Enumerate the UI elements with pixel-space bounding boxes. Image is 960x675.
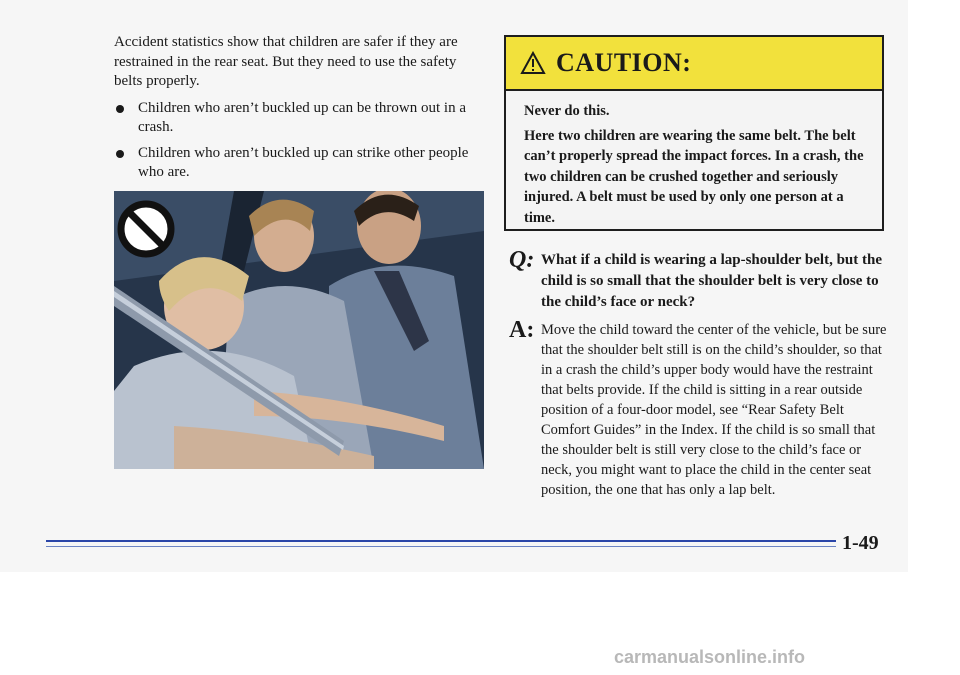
answer-label: A: — [509, 317, 535, 343]
answer-block — [509, 317, 889, 500]
page-number: 1-49 — [842, 532, 879, 554]
question-label: Q: — [509, 247, 535, 273]
answer-text: Move the child toward the center of the vehicle, but be sure that the shoulder belt still is on the child’s shoulder, so that in a crash the child’s upper body would have the restraint that belts provide. If the child is sitting in a rear outside position of a four-door model, see “Rear Safety Belt Comfort Guides” in the Index. If the child is so small that the shoulder belt is still very close to the child’s face or neck, you might want to place the child in the center seat position, the one that has only a lap belt. — [541, 322, 887, 498]
caution-line-2: Here two children are wearing the same belt. The belt can’t properly spread the impact forces. In a crash, the two children can be crushed together and seriously injured. A belt must be used by only one person at a time. — [524, 127, 864, 226]
children-sharing-belt-illustration — [114, 191, 484, 469]
caution-box — [504, 35, 884, 231]
illustration-shared-belt — [114, 191, 484, 469]
caution-title: CAUTION: — [556, 48, 692, 77]
bullet-item — [114, 99, 486, 138]
intro-section — [114, 33, 486, 189]
caution-body — [506, 91, 882, 228]
bullet-text: Children who aren’t buckled up can strike other people who are. — [138, 144, 469, 180]
watermark: carmanualsonline.info — [614, 647, 806, 667]
question-text: What if a child is wearing a lap-shoulder belt, but the child is so small that the shoulder belt is very close to the child’s face or neck? — [541, 252, 883, 310]
caution-header — [506, 37, 882, 91]
intro-paragraph: Accident statistics show that children are safer if they are restrained in the rear seat. But they need to use the safety belts properly. — [114, 34, 458, 89]
bullet-dot-icon — [116, 105, 124, 113]
bullet-item — [114, 144, 486, 183]
caution-line-1: Never do this. — [524, 103, 610, 119]
bullet-list — [114, 99, 486, 183]
question-block — [509, 247, 889, 313]
bullet-text: Children who aren’t buckled up can be thrown out in a crash. — [138, 99, 466, 135]
footer-rule-thin — [46, 546, 836, 547]
bullet-dot-icon — [116, 150, 124, 158]
warning-triangle-icon — [520, 51, 546, 75]
footer-rule — [46, 540, 836, 542]
